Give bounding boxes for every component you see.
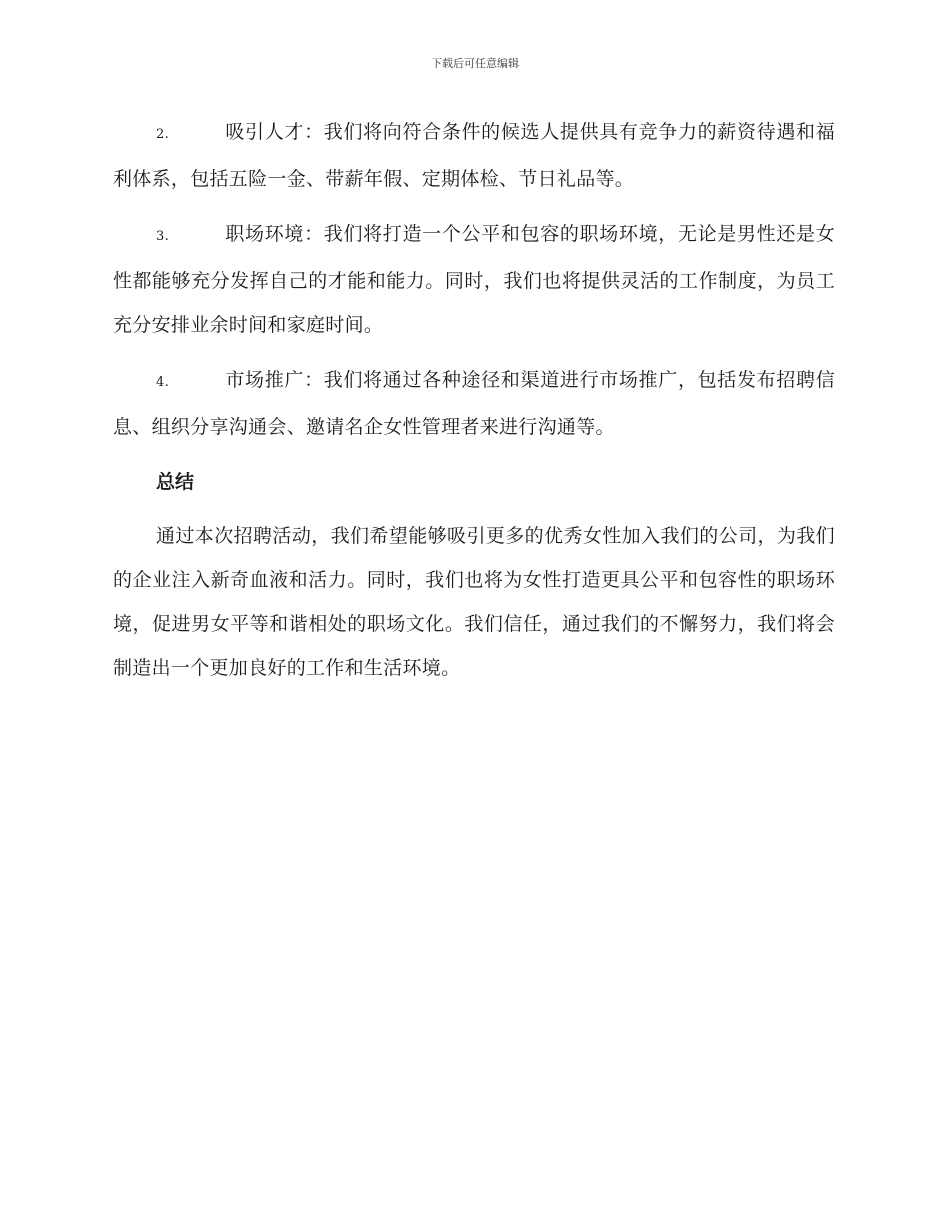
list-item-text: 市场推广：我们将通过各种途径和渠道进行市场推广，包括发布招聘信息、组织分享沟通会、邀请名企女性管理者来进行沟通等。 (113, 369, 835, 438)
page-header: 下载后可任意编辑 (431, 57, 519, 70)
list-number: 4. (156, 375, 170, 390)
list-item-3 (113, 212, 835, 347)
list-number: 3. (156, 229, 170, 244)
summary-paragraph: 通过本次招聘活动，我们希望能够吸引更多的优秀女性加入我们的公司，为我们的企业注入新奇血液和活力。同时，我们也将为女性打造更具公平和包容性的职场环境，促进男女平等和谐相处的职场文化。我们信任，通过我们的不懈努力，我们将会制造出一个更加良好的工作和生活环境。 (113, 525, 835, 679)
list-number: 2. (156, 127, 170, 142)
summary-heading: 总结 (156, 471, 195, 493)
list-item-text: 职场环境：我们将打造一个公平和包容的职场环境，无论是男性还是女性都能够充分发挥自己的才能和能力。同时，我们也将提供灵活的工作制度，为员工充分安排业余时间和家庭时间。 (113, 223, 835, 336)
list-item-4 (113, 358, 835, 449)
document-body (113, 110, 835, 690)
list-item-2 (113, 110, 835, 201)
list-item-text: 吸引人才：我们将向符合条件的候选人提供具有竞争力的薪资待遇和福利体系，包括五险一金、带薪年假、定期体检、节日礼品等。 (113, 121, 835, 190)
